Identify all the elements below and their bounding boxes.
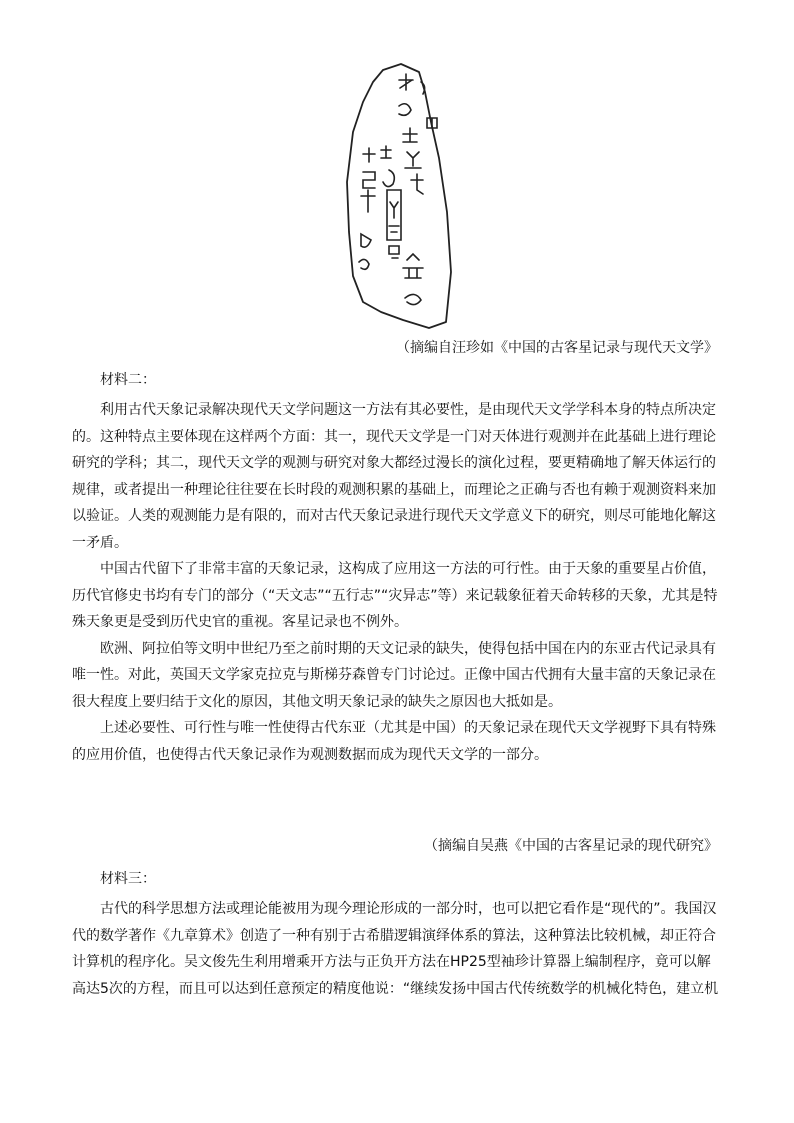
paragraph: 利用古代天象记录解决现代天文学问题这一方法有其必要性，是由现代天文学学科本身的特点所决定的。这种特点主要体现在这样两个方面：其一，现代天文学是一门对天体进行观测并在此基础上进行理论研究的学科；其二，现代天文学的观测与研究对象大都经过漫长的演化过程，要更精确地了解天体运行的规律，或者提出一种理论往往要在长时段的观测积累的基础上，而理论之正确与否也有赖于观测资料来加以验证。人类的观测能力是有限的，而对古代天象记录进行现代天文学意义下的研究，则尽可能地化解这一矛盾。	[72, 402, 716, 551]
citation: （摘编自吴燕《中国的古客星记录的现代研究》	[424, 838, 718, 854]
paragraph: 欧洲、阿拉伯等文明中世纪乃至之前时期的天文记录的缺失，使得包括中国在内的东亚古代记录具有唯一性。对此，英国天文学家克拉克与斯梯芬森曾专门讨论过。正像中国古代拥有大量丰富的天象记录在很大程度上要归结于文化的原因，其他文明天象记录的缺失之原因也大抵如是。	[72, 640, 716, 710]
paragraph: 古代的科学思想方法或理论能被用为现今理论形成的一部分时，也可以把它看作是“现代的”。我国汉代的数学著作《九章算术》创造了一种有别于古希腊逻辑演绎体系的算法，这种算法比较机械，却正符合计算机的程序化。吴文俊先生利用增乘开方法与正负开方法在HP25型袖珍计算器上编制程序，竟可以解高达5次的方程，而且可以达到任意预定的精度他说：“继续发扬中国古代传统数学的机械化特色，建立机	[72, 901, 719, 997]
paragraph: 中国古代留下了非常丰富的天象记录，这构成了应用这一方法的可行性。由于天象的重要星占价值，历代官修史书均有专门的部分（“天文志”“五行志”“灾异志”等）来记载象征着天命转移的天象，尤其是特殊天象更是受到历代史官的重视。客星记录也不例外。	[72, 561, 718, 630]
material-2-label: 材料二：	[100, 372, 156, 388]
material-3-label: 材料三：	[100, 871, 156, 887]
paragraph: 上述必要性、可行性与唯一性使得古代东亚（尤其是中国）的天象记录在现代天文学视野下具有特殊的应用价值，也使得古代天象记录作为观测数据而成为现代天文学的一部分。	[72, 720, 716, 763]
oracle-bone-rubbing-icon	[343, 62, 453, 334]
material-3-body	[72, 896, 720, 1002]
material-2-body	[72, 397, 720, 768]
citation: （摘编自汪珍如《中国的古客星记录与现代天文学》	[396, 340, 718, 356]
